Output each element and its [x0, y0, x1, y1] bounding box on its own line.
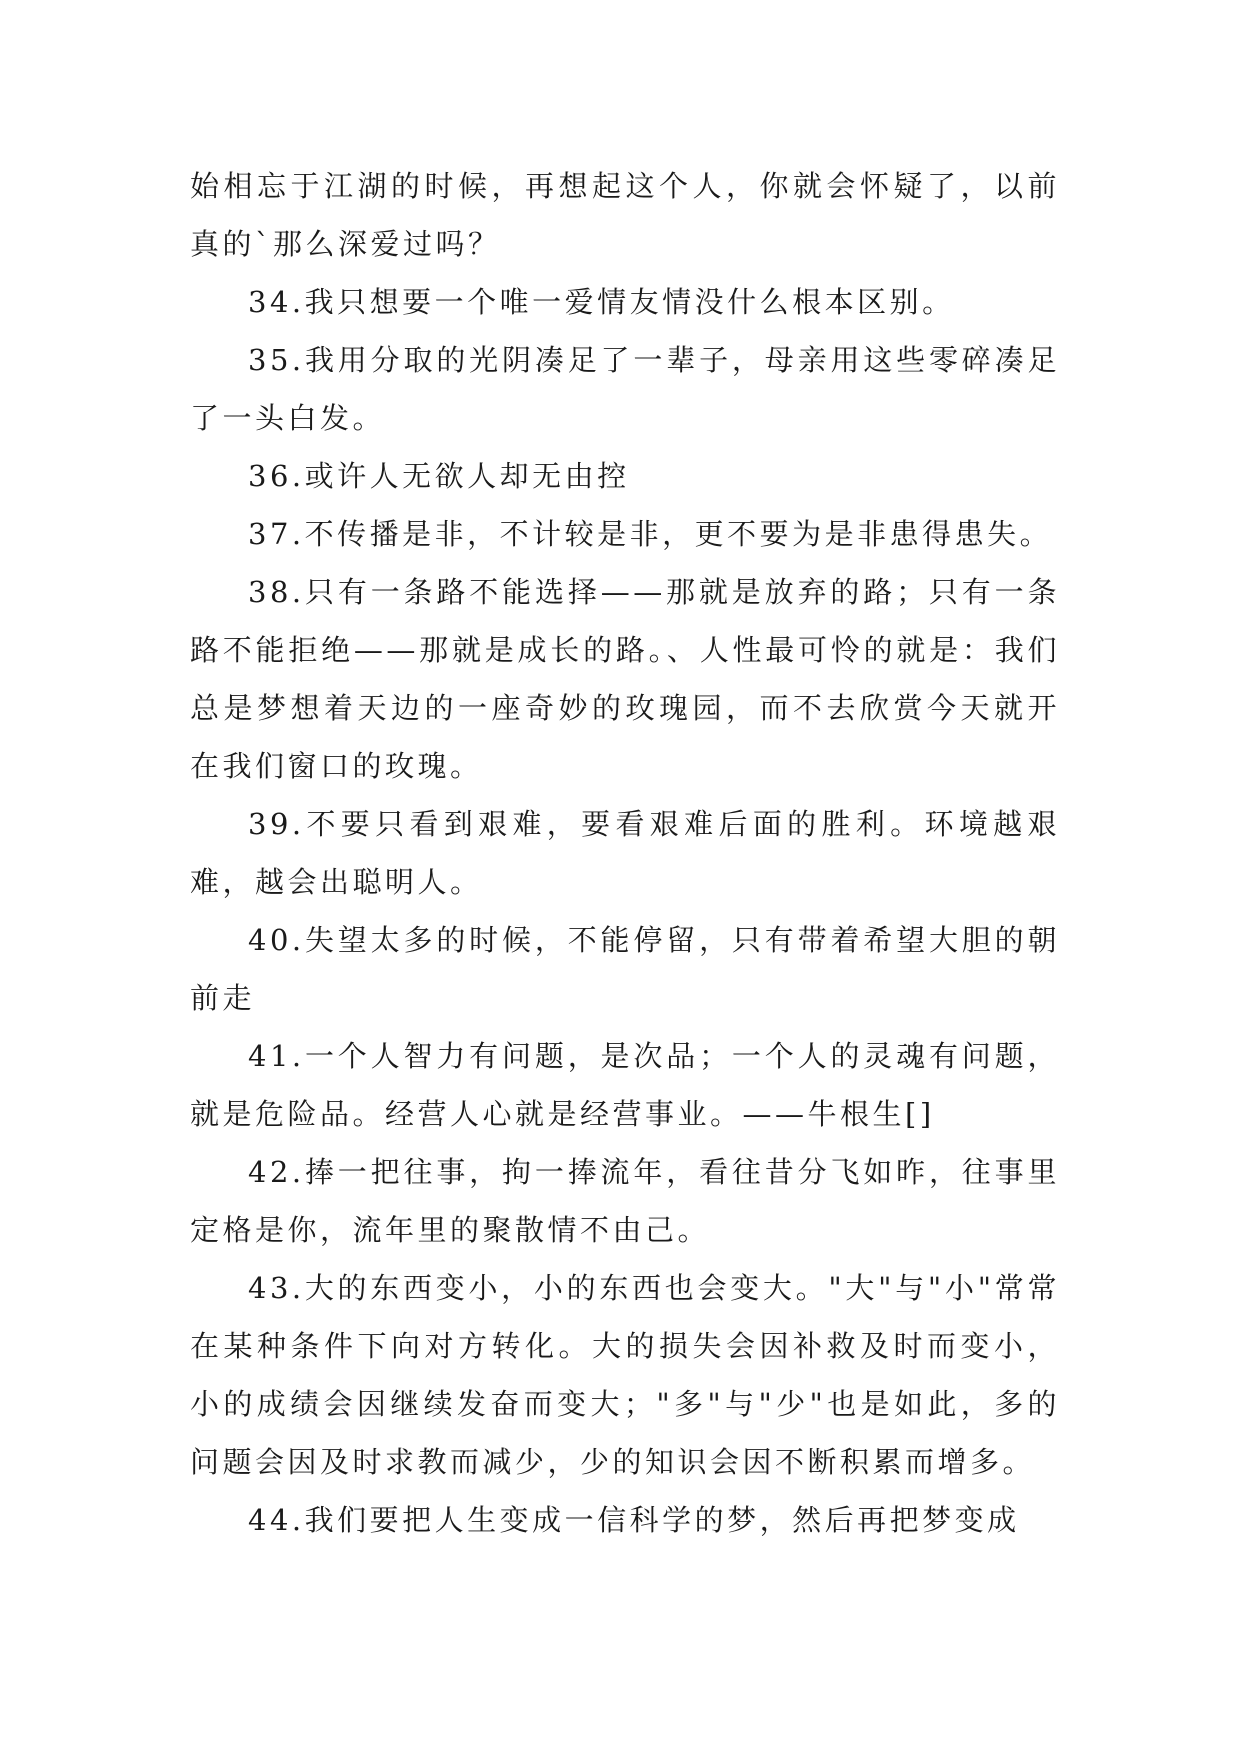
paragraph-44: 44.我们要把人生变成一信科学的梦，然后再把梦变成: [248, 1503, 1020, 1537]
paragraph-39: 39.不要只看到艰难，要看艰难后面的胜利。环境越艰难，越会出聪明人。: [190, 807, 1060, 899]
paragraph-41: 41.一个人智力有问题，是次品；一个人的灵魂有问题，就是危险品。经营人心就是经营事业。——牛根生[]: [190, 1039, 1060, 1131]
document-body: [190, 157, 1060, 1549]
paragraph-40: 40.失望太多的时候，不能停留，只有带着希望大胆的朝前走: [190, 923, 1060, 1015]
paragraph-43: 43.大的东西变小，小的东西也会变大。"大"与"小"常常在某种条件下向对方转化。大的损失会因补救及时而变小，小的成绩会因继续发奋而变大；"多"与"少"也是如此，多的问题会因及时求教而减少，少的知识会因不断积累而增多。: [190, 1271, 1060, 1479]
paragraph-36: 36.或许人无欲人却无由控: [248, 459, 630, 493]
paragraph-continuation: 始相忘于江湖的时候，再想起这个人，你就会怀疑了，以前真的`那么深爱过吗？: [190, 169, 1060, 261]
paragraph-37: 37.不传播是非，不计较是非，更不要为是非患得患失。: [248, 517, 1053, 551]
paragraph-38: 38.只有一条路不能选择——那就是放弃的路；只有一条路不能拒绝——那就是成长的路。、人性最可怜的就是：我们总是梦想着天边的一座奇妙的玫瑰园，而不去欣赏今天就开在我们窗口的玫瑰。: [190, 575, 1060, 783]
paragraph-42: 42.捧一把往事，拘一捧流年，看往昔分飞如昨，往事里定格是你，流年里的聚散情不由己。: [190, 1155, 1060, 1247]
paragraph-34: 34.我只想要一个唯一爱情友情没什么根本区别。: [248, 285, 955, 319]
paragraph-35: 35.我用分取的光阴凑足了一辈子，母亲用这些零碎凑足了一头白发。: [190, 343, 1060, 435]
